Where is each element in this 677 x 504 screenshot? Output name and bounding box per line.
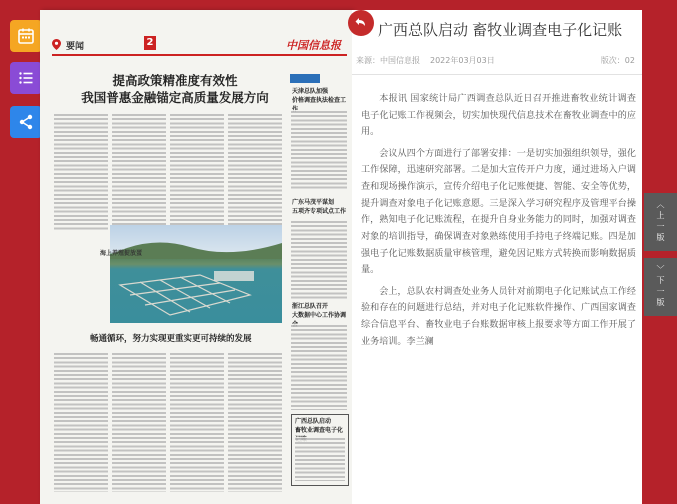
calendar-icon: [17, 27, 35, 45]
text-column: [291, 110, 347, 190]
newspaper-page[interactable]: [40, 10, 352, 504]
photo-caption: 海上养殖捉放蛋: [100, 250, 143, 257]
news-photo[interactable]: [110, 225, 282, 323]
list-button[interactable]: [10, 62, 42, 94]
prev-page-button[interactable]: [644, 193, 677, 251]
article-source: 来源：中国信息报: [356, 56, 420, 65]
article-paragraph: 本报讯 国家统计局广西调查总队近日召开推进畜牧业统计调查电子化记账工作视频会，切实加快现代信息技术在畜牧业调查中的应用。: [361, 93, 636, 137]
next-page-button[interactable]: [644, 258, 677, 316]
article-body: [361, 90, 636, 354]
text-column: [228, 352, 282, 492]
text-column: [228, 113, 282, 231]
text-column: [112, 113, 166, 231]
headline-line-2: 我国普惠金融锚定高质量发展方向: [81, 90, 269, 105]
next-page-label: 下一版: [656, 276, 665, 307]
text-column: [291, 324, 347, 410]
newspaper-logo: 中国信息报: [286, 39, 341, 52]
selected-article-title: 广西总队启动 畜牧业调查电子化: [295, 418, 344, 434]
sidebar-article-title[interactable]: 天津总队加强 价格调查执法检查工: [292, 88, 347, 104]
chevron-up-icon: ︿: [656, 200, 665, 209]
chevron-down-icon: ﹀: [656, 265, 665, 274]
text-column: [54, 352, 108, 492]
page-headline[interactable]: [75, 72, 275, 106]
text-column: [170, 352, 224, 492]
sidebar-article-title[interactable]: 浙江总队召开 大数据中心工作协调: [292, 303, 347, 319]
text-column: [291, 220, 347, 300]
calendar-button[interactable]: [10, 20, 42, 52]
sidebar-article-title[interactable]: 广东马茂平谋划 五项齐专项试点工作: [292, 199, 347, 215]
selected-article-box[interactable]: [291, 414, 349, 486]
sub-headline[interactable]: 畅通循环，努力实现更重实更可持续的发展: [90, 334, 252, 344]
text-column: [295, 437, 345, 481]
page-number: 2: [144, 36, 156, 50]
share-icon: [17, 113, 35, 131]
article-page: 版次：02: [600, 56, 635, 65]
fish-farm-illustration: [110, 225, 282, 323]
article-paragraph: 会议从四个方面进行了部署安排：一是切实加强组织领导，强化工作保障，迅速研究部署。二是加大宣传开户力度，通过进场入户调查和现场操作演示，宣传介绍电子化记账便捷、智能、安全等优势，提升调查对象电子化记账意愿。三是深入学习研究程序及管理平台操作，熟知电子化记账流程，在提升自身业务能力的同时，加强对调查对象的培训指导，确保调查对象熟练使用手持电子终端记账。四是加强电子化记账数据质量审核管理，避免因记账方式转换而影响数据质量。: [361, 147, 636, 275]
headline-line-1: 提高政策精准度有效性: [112, 73, 238, 88]
divider: [352, 74, 642, 75]
back-arrow-icon: [354, 16, 368, 30]
sidebar-header: [290, 74, 320, 83]
article-panel: [352, 10, 642, 504]
text-column: [54, 113, 108, 231]
article-title: 广西总队启动 畜牧业调查电子化记账: [378, 22, 623, 39]
section-label: 要闻: [66, 42, 85, 52]
text-column: [170, 113, 224, 231]
text-column: [112, 352, 166, 492]
list-icon: [17, 69, 35, 87]
share-button[interactable]: [10, 106, 42, 138]
article-paragraph: 会上，总队农村调查处业务人员针对前期电子化记账试点工作经验和存在的问题进行总结，并对电子化记账软件操作、广西国家调查综合信息平台、畜牧业电子台账数据审核上报要求等方面工作开展了业务培训。李兰澜: [361, 285, 636, 346]
article-date: 2022年03月03日: [430, 56, 495, 65]
back-button[interactable]: [348, 10, 374, 36]
prev-page-label: 上一版: [656, 211, 665, 242]
paper-header: [52, 36, 347, 56]
location-pin-icon: [52, 39, 61, 50]
